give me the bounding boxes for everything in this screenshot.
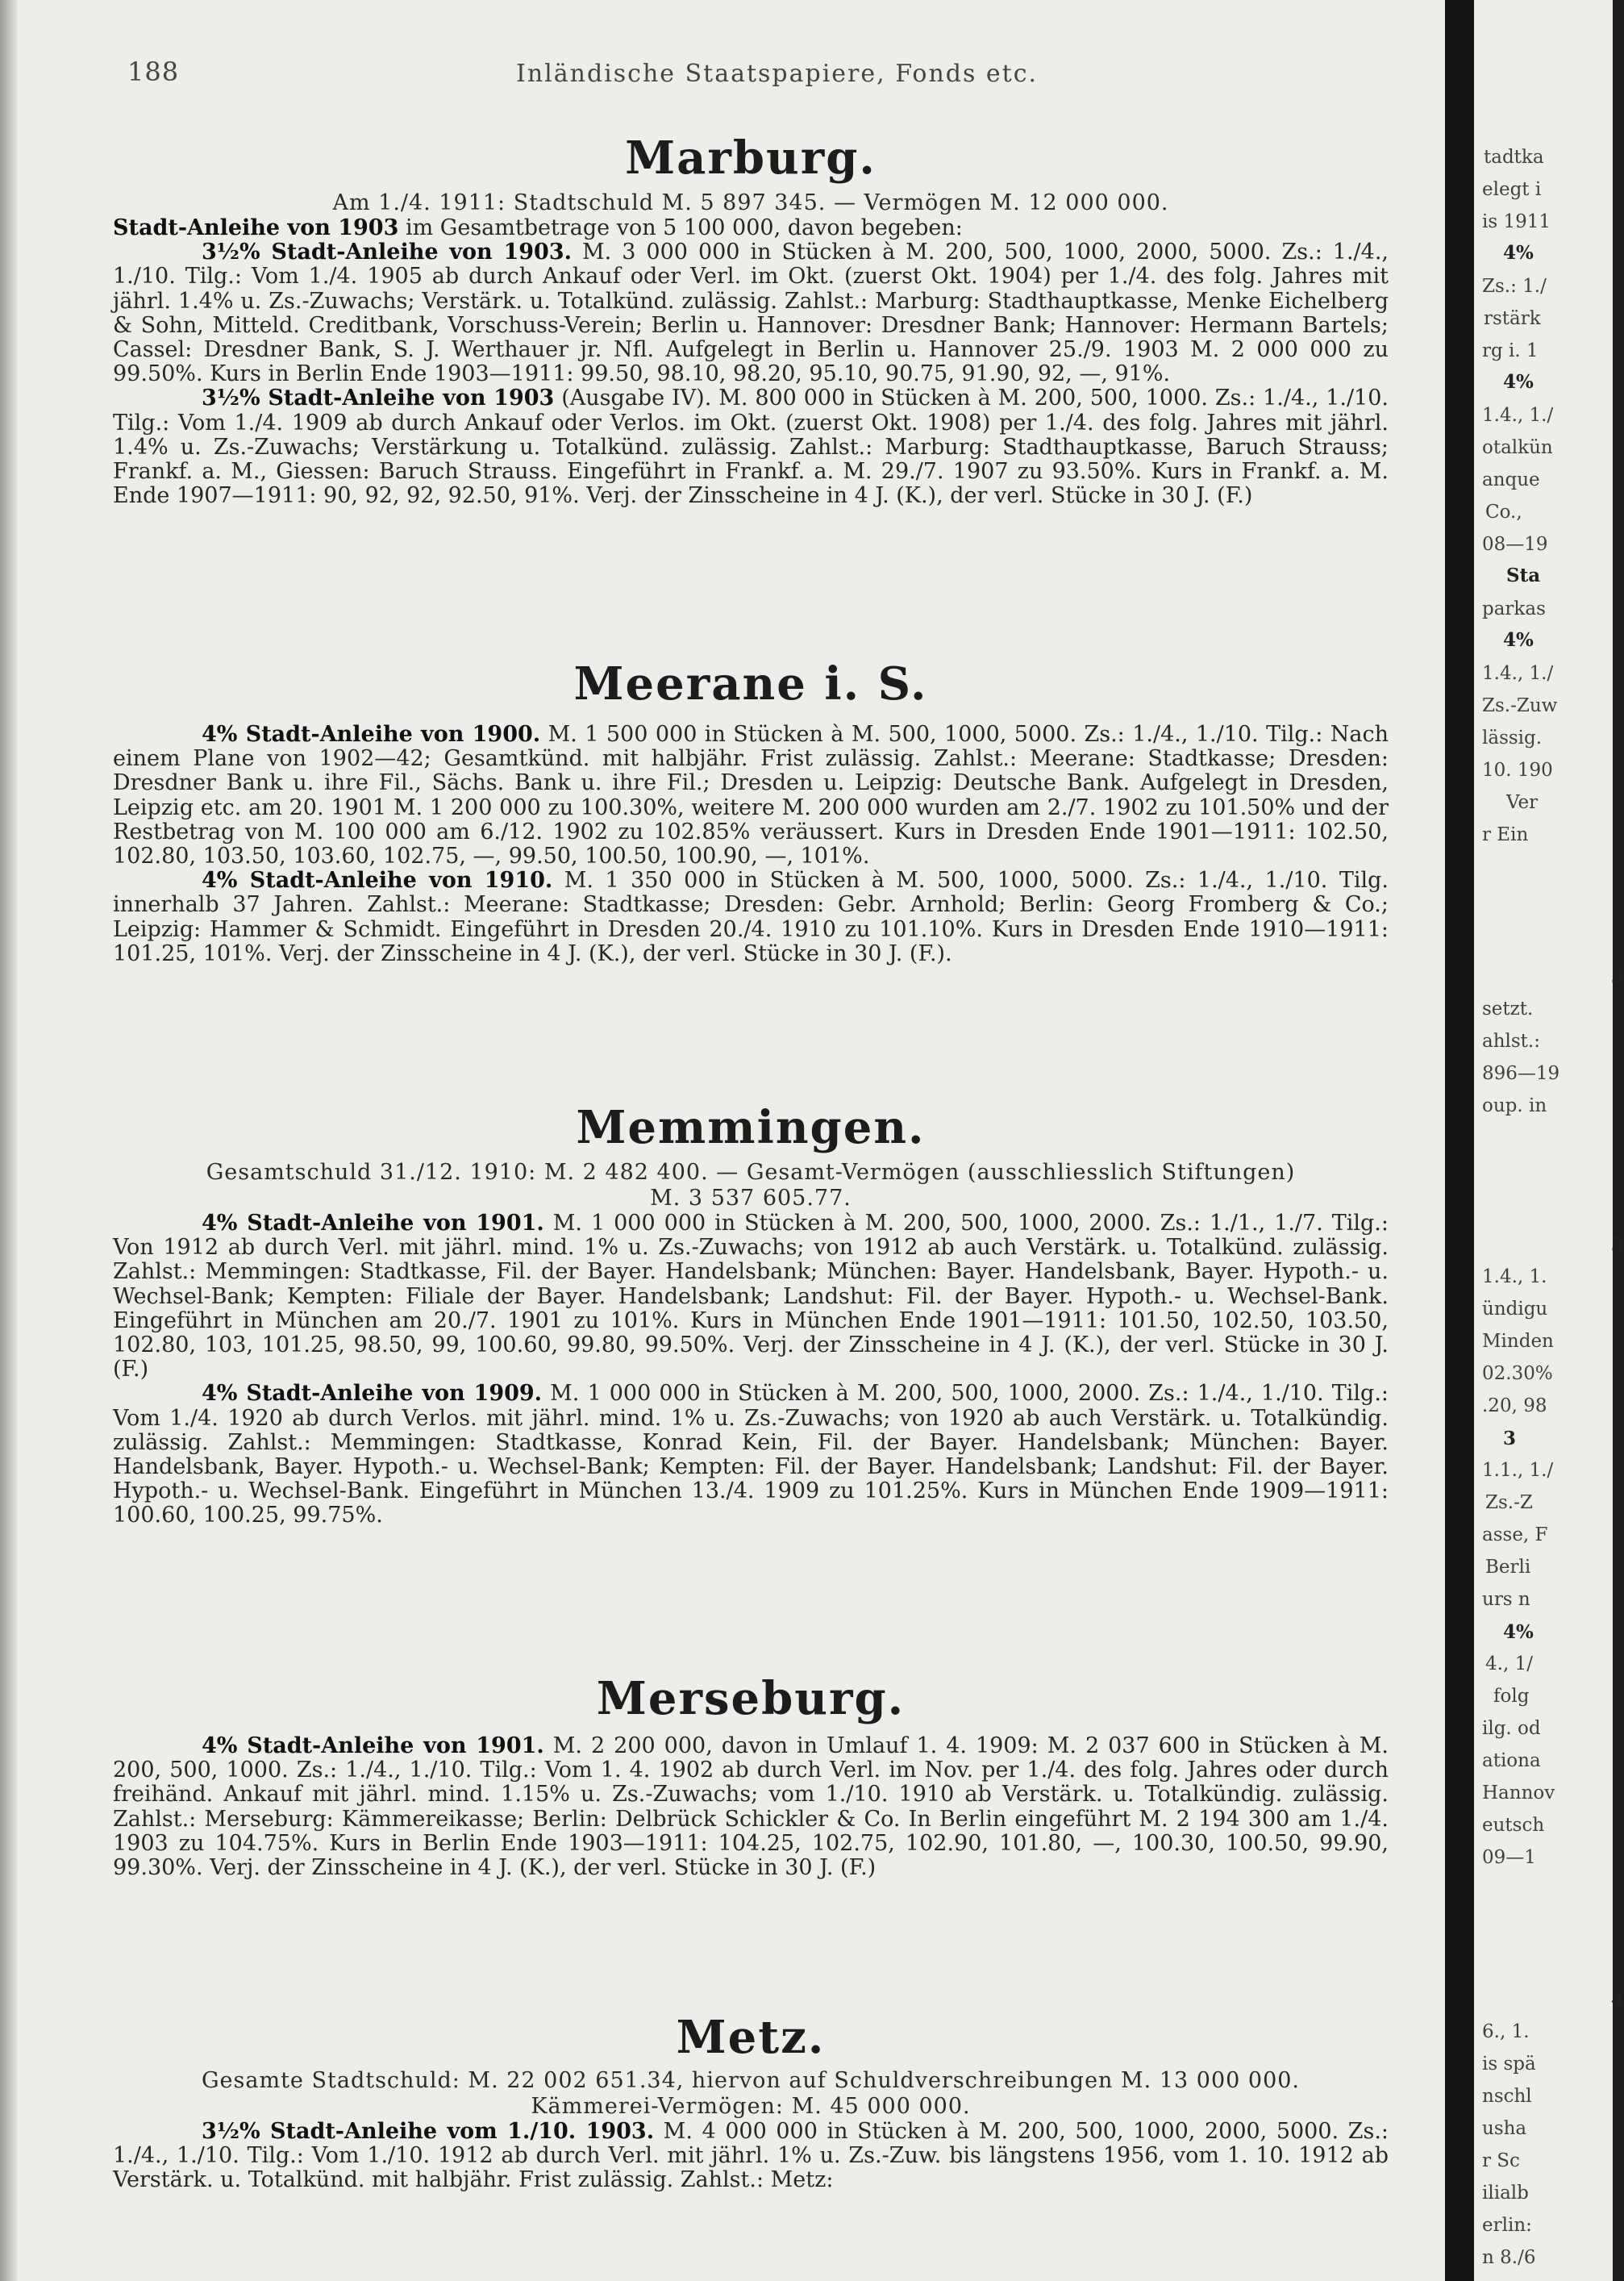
adjacent-page-fragment: 3 [1611, 1234, 1624, 1256]
entry-heading: 3½% Stadt-Anleihe von 1903. [202, 240, 573, 265]
entry-text: M. 3 000 000 in Stücken à M. 200, 500, 1000, 2000, 5000. Zs.: 1./4., 1./10. Tilg.: Vom 1./4. 1905 ab durch Ankauf oder Verl. im Okt. (zuerst Okt. 1904) per 1./4. des folg. Jahres mit jährl. 1.4% u. Zs.-Zuwachs; Verstärk. u. Totalkünd. zulässig. Zahlst.: Marburg: Stadthauptkasse, Menke Eichelberg & Sohn, Mitteld. Creditbank, Vorschuss-Verein; Berlin u. Hannover: Dresdner Bank; Hannover: Hermann Bartels; Cassel: Dresdner Bank, S. J. Werthauer jr. Nfl. Aufgelegt in Berlin u. Hannover 25./9. 1903 M. 2 000 000 zu 99.50%. Kurs in Berlin Ende 1903—1911: 99.50, 98.10, 98.20, 95.10, 90.75, 91.90, 92, —, 91%. [113, 240, 1389, 387]
adjacent-page-fragment: tadtka [1484, 147, 1544, 168]
city-heading-memmingen: Memmingen. [576, 1101, 926, 1154]
entry-text: im Gesamtbetrage von 5 100 000, davon begeben: [398, 215, 963, 240]
entry-text: (Ausgabe IV). M. 800 000 in Stücken à M. 200, 500, 1000. Zs.: 1./4., 1./10. Tilg.: Vom 1./4. 1909 ab durch Ankauf oder Verlos. im Okt. (zuerst Okt. 1908) per 1./4. des folg. Jahres mit jährl. 1.4% u. Zs.-Zuwachs; Verstärkung u. Totalkünd. zulässig. Zahlst.: Marburg: Stadthauptkasse, Baruch Strauss; Frankf. a. M., Giessen: Baruch Strauss. Eingeführt in Frankf. a. M. 29./7. 1907 zu 93.50%. Kurs in Frankf. a. M. Ende 1907—1911: 90, 92, 92, 92.50, 91%. Verj. der Zinsscheine in 4 J. (K.), der verl. Stücke in 30 J. (F.) [113, 386, 1389, 509]
metz-entry-1 [113, 2120, 1389, 2193]
adjacent-page-fragment: lässig. [1482, 728, 1543, 749]
adjacent-page-fragment: 3 [1611, 966, 1624, 988]
adjacent-page-fragment: ilialb [1482, 2183, 1529, 2204]
entry-text: M. 1 000 000 in Stücken à M. 200, 500, 1000, 2000. Zs.: 1./4., 1./10. Tilg.: Vom 1./4. 1920 ab durch Verlos. mit jährl. mind. 1% u. Zs.-Zuwachs; von 1920 ab auch Verstärk. u. Totalkündig. zulässig. Zahlst.: Memmingen: Stadtkasse, Konrad Kein, Fil. der Bayer. Handelsbank; München: Bayer. Handelsbank, Bayer. Hypoth.- u. Wechsel-Bank; Kempten: Fil. der Bayer. Handelsbank; Landshut: Fil. der Bayer. Hypoth.- u. Wechsel-Bank. Eingeführt in München 13./4. 1909 zu 101.25%. Kurs in München Ende 1909—1911: 100.60, 100.25, 99.75%. [113, 1381, 1389, 1528]
adjacent-page-fragment: is spä [1482, 2054, 1536, 2075]
marburg-entry-3 [113, 386, 1389, 508]
section-memmingen [113, 1101, 1389, 1528]
adjacent-page-fragment: urs n [1482, 1589, 1530, 1610]
adjacent-page-fragment: 4% [1503, 242, 1534, 264]
marburg-entry-2 [113, 240, 1389, 386]
adjacent-page-fragment: 4., 1/ [1485, 1653, 1533, 1674]
entry-text: M. 1 500 000 in Stücken à M. 500, 1000, 5000. Zs.: 1./4., 1./10. Tilg.: Nach einem Plane von 1902—42; Gesamtkünd. mit halbjähr. Frist zulässig. Zahlst.: Meerane: Stadtkasse; Dresden: Dresdner Bank u. ihre Fil., Sächs. Bank u. ihre Fil.; Dresden u. Leipzig: Deutsche Bank. Aufgelegt in Dresden, Leipzig etc. am 20. 1901 M. 1 200 000 zu 100.30%, weitere M. 200 000 wurden am 2./7. 1902 zu 101.50% und der Restbetrag von M. 100 000 am 6./12. 1902 zu 102.85% veräussert. Kurs in Dresden Ende 1901—1911: 102.50, 102.80, 103.50, 103.60, 102.75, —, 99.50, 100.50, 100.90, —, 101%. [113, 722, 1389, 869]
adjacent-page-fragment: 09—1 [1482, 1847, 1536, 1868]
adjacent-page-fragment: folg [1493, 1686, 1530, 1707]
adjacent-page-fragment: elegt i [1482, 179, 1542, 200]
entry-heading: 4% Stadt-Anleihe von 1901. [202, 1733, 544, 1758]
section-metz [113, 2011, 1389, 2193]
adjacent-page-fragment: setzt. [1482, 999, 1534, 1020]
entry-heading: 4% Stadt-Anleihe von 1909. [202, 1381, 543, 1407]
adjacent-page-fragment: 10. 190 [1482, 760, 1553, 781]
adjacent-page-fragment: 02.30% [1482, 1363, 1553, 1384]
book-gutter [1445, 0, 1474, 2281]
metz-intro-1: Gesamte Stadtschuld: M. 22 002 651.34, hiervon auf Schuldverschreibungen M. 13 000 000. [201, 2068, 1301, 2093]
marburg-intro: Am 1./4. 1911: Stadtschuld M. 5 897 345. — Vermögen M. 12 000 000. [332, 190, 1169, 215]
adjacent-page-fragment: rg i. 1 [1482, 340, 1539, 361]
adjacent-page-fragment: rstärk [1484, 308, 1541, 329]
section-merseburg [113, 1672, 1389, 1881]
city-heading-meerane: Meerane i. S. [573, 657, 928, 711]
entry-text: M. 1 350 000 in Stücken à M. 500, 1000, 5000. Zs.: 1./4., 1./10. Tilg. innerhalb 37 Jahren. Zahlst.: Meerane: Stadtkasse; Dresden: Gebr. Arnhold; Berlin: Georg Fromberg & Co.; Leipzig: Hammer & Schmidt. Eingeführt in Dresden 20./4. 1910 zu 101.10%. Kurs in Dresden Ende 1910—1911: 101.25, 101%. Verj. der Zinsscheine in 4 J. (K.), der verl. Stücke in 30 J. (F.). [113, 868, 1389, 966]
adjacent-page-edge [1474, 0, 1624, 2281]
adjacent-page-fragment: 3 [1503, 1428, 1517, 1449]
adjacent-page-fragment: ündigu [1482, 1299, 1548, 1320]
adjacent-page-fragment: .20, 98 [1482, 1395, 1547, 1416]
memmingen-intro-1: Gesamtschuld 31./12. 1910: M. 2 482 400. — Gesamt-Vermögen (ausschliesslich Stiftungen) [206, 1160, 1296, 1185]
adjacent-page-fragment: otalkün [1482, 437, 1553, 458]
entry-heading: 3½% Stadt-Anleihe vom 1./10. 1903. [202, 2119, 655, 2144]
adjacent-page-fragment: oup. in [1482, 1095, 1547, 1116]
section-marburg [113, 131, 1389, 509]
city-heading-marburg: Marburg. [625, 131, 877, 185]
adjacent-page-fragment: r Ein [1482, 824, 1529, 845]
adjacent-page-fragment: 08—19 [1482, 534, 1548, 555]
adjacent-page-fragment: 1.1., 1./ [1482, 1460, 1554, 1481]
adjacent-page-fragment: erlin: [1482, 2215, 1532, 2236]
entry-text: M. 1 000 000 in Stücken à M. 200, 500, 1000, 2000. Zs.: 1./1., 1./7. Tilg.: Von 1912 ab durch Verl. mit jährl. mind. 1% u. Zs.-Zuwachs; von 1912 ab auch Verstärk. u. Totalkünd. zulässig. Zahlst.: Memmingen: Stadtkasse, Fil. der Bayer. Handelsbank; München: Bayer. Handelsbank, Bayer. Hypoth.- u. Wechsel-Bank; Kempten: Filiale der Bayer. Handelsbank; Landshut: Fil. der Bayer. Hypoth.- u. Wechsel-Bank. Eingeführt in München am 20./7. 1901 zu 101%. Kurs in München Ende 1901—1911: 101.50, 102.50, 103.50, 102.80, 103, 101.25, 98.50, 99, 100.60, 99.80, 99.50%. Verj. der Zinsscheine in 4 J. (K.), der verl. Stücke in 30 J. (F.) [113, 1211, 1389, 1382]
section-meerane [113, 657, 1389, 966]
adjacent-page-fragment: 896—19 [1482, 1063, 1560, 1084]
adjacent-page-fragment: 1.4., 1. [1482, 1266, 1547, 1287]
adjacent-page-fragment: 4% [1503, 629, 1534, 651]
entry-heading: 3½% Stadt-Anleihe von 1903 [202, 386, 555, 411]
meerane-entry-1 [113, 723, 1389, 869]
adjacent-page-fragment: Ver [1506, 792, 1539, 813]
adjacent-page-fragment: ahlst.: [1482, 1031, 1540, 1052]
entry-heading: 4% Stadt-Anleihe von 1901. [202, 1211, 544, 1236]
city-heading-merseburg: Merseburg. [596, 1672, 906, 1725]
adjacent-page-fragment: Minden [1482, 1331, 1554, 1352]
adjacent-page-fragment: 4% [1503, 1621, 1534, 1643]
memmingen-entry-2 [113, 1382, 1389, 1528]
adjacent-page-fragment: nschl [1482, 2086, 1532, 2107]
adjacent-page-fragment: n 8./6 [1482, 2247, 1536, 2268]
adjacent-page-fragment: asse, F [1482, 1524, 1548, 1545]
adjacent-page-fragment: Zs.-Zuw [1482, 695, 1558, 716]
adjacent-page-fragment: anque [1482, 469, 1540, 490]
adjacent-page-fragment: ationa [1482, 1750, 1541, 1771]
page-header [0, 56, 1445, 89]
entry-heading: 4% Stadt-Anleihe von 1900. [202, 722, 541, 747]
marburg-entry-1 [113, 216, 1389, 240]
adjacent-page-fragment: Hannov [1482, 1783, 1555, 1804]
adjacent-page-fragment: Sta [1506, 565, 1541, 586]
entry-text: M. 2 200 000, davon in Umlauf 1. 4. 1909: M. 2 037 600 in Stücken à M. 200, 500, 1000. Zs.: 1./4., 1./10. Tilg.: Vom 1. 4. 1902 ab durch Verl. im Nov. per 1./4. des folg. Jahres oder durch freihänd. Ankauf mit jährl. mind. 1.15% u. Zs.-Zuwachs; vom 1./10. 1910 ab Verstärk. u. Totalkündig. zulässig. Zahlst.: Merseburg: Kämmereikasse; Berlin: Delbrück Schickler & Co. In Berlin eingeführt M. 2 194 300 am 1./4. 1903 zu 104.75%. Kurs in Berlin Ende 1903—1911: 104.25, 102.75, 102.90, 101.80, —, 100.30, 100.50, 99.90, 99.30%. Verj. der Zinsscheine in 4 J. (K.), der verl. Stücke in 30 J. (F.) [113, 1733, 1389, 1881]
adjacent-page-fragment: 4% [1503, 371, 1534, 393]
adjacent-page-fragment: parkas [1482, 598, 1546, 619]
adjacent-page-fragment: 6., 1. [1482, 2021, 1530, 2042]
metz-intro-2: Kämmerei-Vermögen: M. 45 000 000. [531, 2094, 971, 2119]
running-head: Inländische Staatspapiere, Fonds etc. [516, 60, 1039, 88]
adjacent-page-fragment: Berli [1485, 1557, 1531, 1578]
adjacent-page-fragment: ilg. od [1482, 1718, 1541, 1739]
adjacent-page-fragment: 1.4., 1./ [1482, 663, 1554, 684]
merseburg-entry-1 [113, 1734, 1389, 1880]
adjacent-page-fragment: is 1911 [1482, 211, 1551, 232]
adjacent-page-fragment: 1.4., 1./ [1482, 405, 1554, 426]
adjacent-page-fragment: Co., [1485, 502, 1522, 523]
adjacent-page-fragment: r Sc [1482, 2150, 1520, 2171]
entry-heading: Stadt-Anleihe von 1903 [113, 215, 399, 240]
city-heading-metz: Metz. [676, 2011, 826, 2064]
adjacent-page-fragment: Zs.-Z [1485, 1492, 1533, 1513]
memmingen-intro-2: M. 3 537 605.77. [650, 1186, 852, 1211]
entry-text: M. 4 000 000 in Stücken à M. 200, 500, 1000, 2000, 5000. Zs.: 1./4., 1./10. Tilg.: Vom 1./10. 1912 ab durch Verl. mit jährl. 1% u. Zs.-Zuw. bis längstens 1956, vom 1. 10. 1912 ab Verstärk. u. Totalkünd. mit halbjähr. Frist zulässig. Zahlst.: Metz: [113, 2119, 1389, 2193]
adjacent-page-fragment: 4 [1611, 1989, 1624, 2011]
page-number: 188 [127, 56, 180, 87]
memmingen-entry-1 [113, 1211, 1389, 1382]
entry-heading: 4% Stadt-Anleihe von 1910. [202, 868, 553, 894]
adjacent-page-fragment: eutsch [1482, 1815, 1545, 1836]
adjacent-page-fragment: Zs.: 1./ [1482, 276, 1547, 297]
adjacent-page-fragment: usha [1482, 2118, 1527, 2139]
meerane-entry-2 [113, 869, 1389, 966]
